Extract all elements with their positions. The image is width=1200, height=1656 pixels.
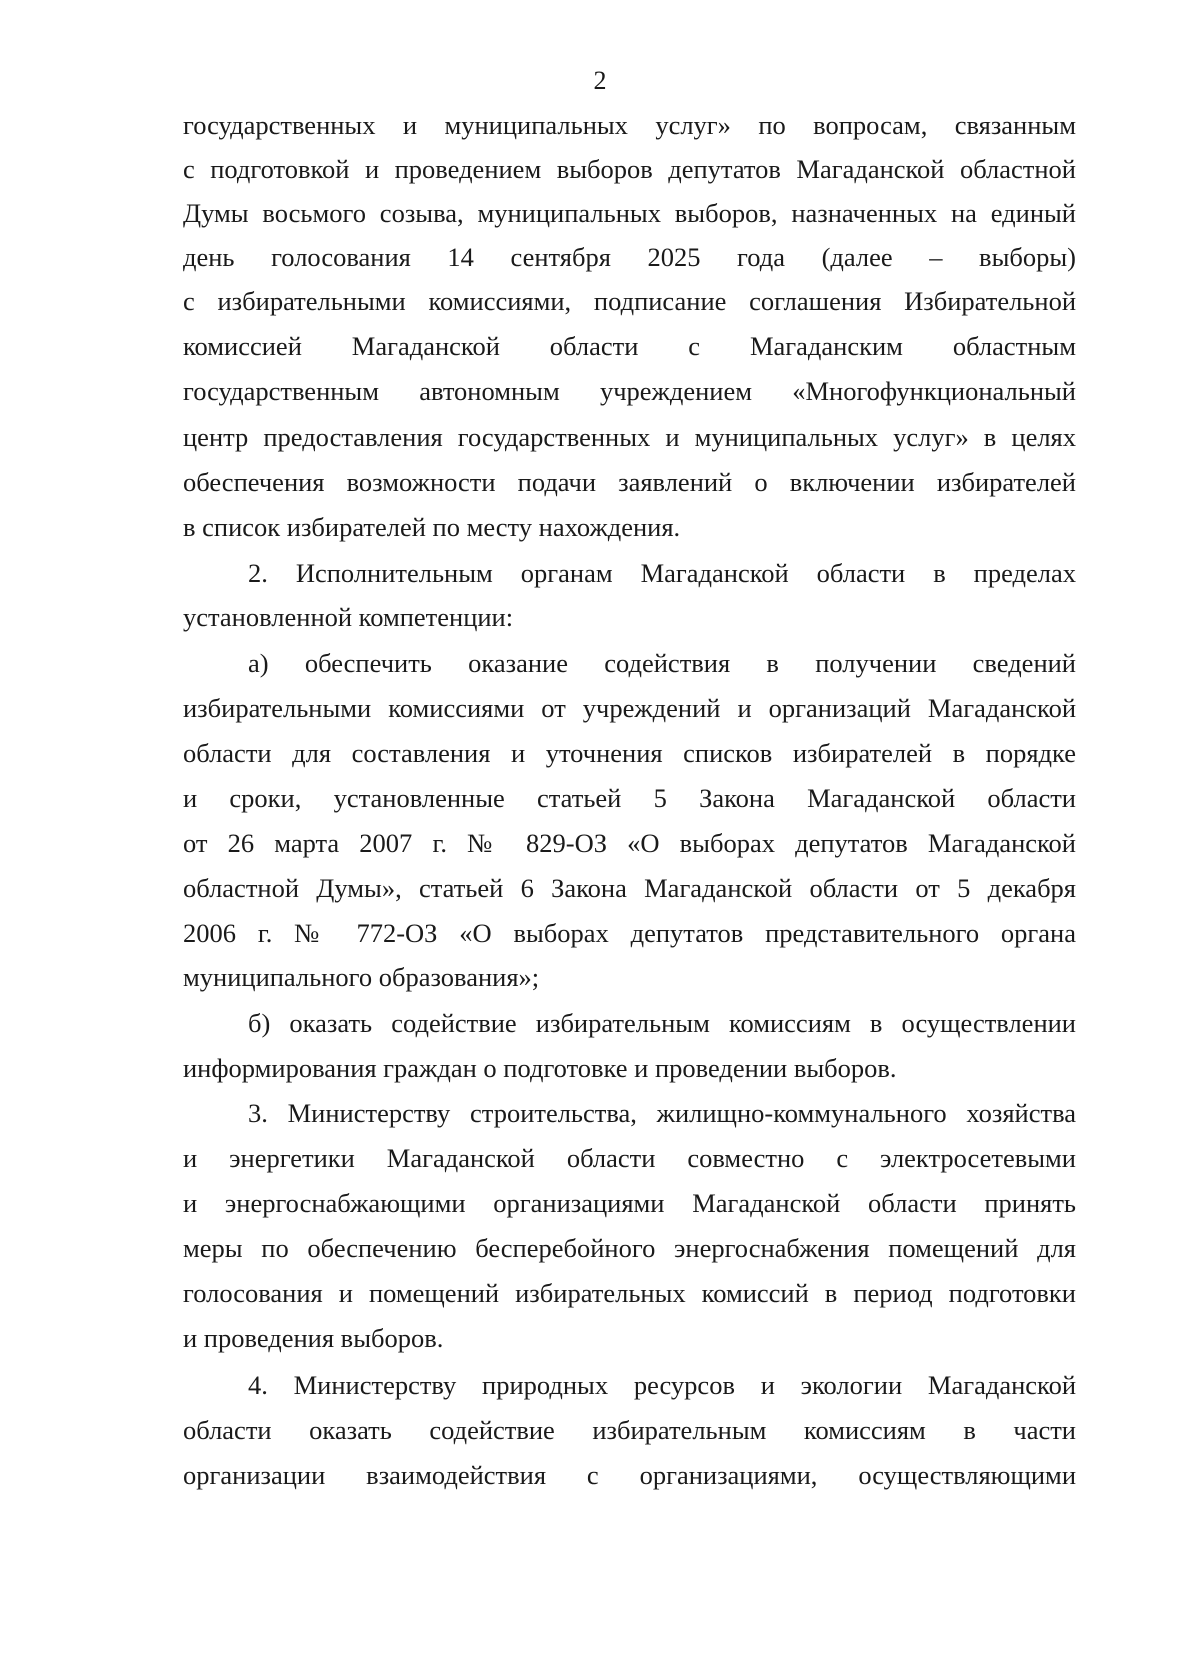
text-line: голосования и помещений избирательных комиссий в период подготовки [183,1278,1076,1308]
text-line: и энергоснабжающими организациями Магаданской области принять [183,1188,1076,1218]
text-line: б) оказать содействие избирательным комиссиям в осуществлении [248,1008,1076,1038]
text-line: в список избирателей по месту нахождения. [183,512,681,542]
text-line: установленной компетенции: [183,602,514,632]
text-line: избирательными комиссиями от учреждений и организаций Магаданской [183,693,1076,723]
text-line: обеспечения возможности подачи заявлений о включении избирателей [183,467,1076,497]
text-line: 4. Министерству природных ресурсов и экологии Магаданской [248,1370,1076,1400]
text-line: информирования граждан о подготовке и проведении выборов. [183,1053,897,1083]
text-line: Думы восьмого созыва, муниципальных выборов, назначенных на единый [183,198,1076,228]
text-line: и проведения выборов. [183,1323,444,1353]
text-line: с подготовкой и проведением выборов депутатов Магаданской областной [183,154,1076,184]
text-line: комиссией Магаданской области с Магаданским областным [183,331,1076,361]
text-line: области оказать содействие избирательным комиссиям в части [183,1415,1076,1445]
text-line: день голосования 14 сентября 2025 года (далее – выборы) [183,242,1076,272]
text-line: 2. Исполнительным органам Магаданской области в пределах [248,558,1076,588]
text-line: меры по обеспечению бесперебойного энергоснабжения помещений для [183,1233,1076,1263]
text-line: организации взаимодействия с организациями, осуществляющими [183,1460,1076,1490]
text-line: и энергетики Магаданской области совместно с электросетевыми [183,1143,1076,1173]
text-line: государственных и муниципальных услуг» по вопросам, связанным [183,110,1076,140]
text-line: государственным автономным учреждением «Многофункциональный [183,376,1076,406]
text-line: 3. Министерству строительства, жилищно-коммунального хозяйства [248,1098,1076,1128]
page-number: 2 [593,66,607,95]
text-line: областной Думы», статьей 6 Закона Магаданской области от 5 декабря [183,873,1076,903]
text-line: и сроки, установленные статьей 5 Закона Магаданской области [183,783,1076,813]
text-line: 2006 г. № 772-ОЗ «О выборах депутатов представительного органа [183,918,1076,948]
text-line: а) обеспечить оказание содействия в получении сведений [248,648,1076,678]
text-line: от 26 марта 2007 г. № 829-ОЗ «О выборах депутатов Магаданской [183,828,1076,858]
text-line: центр предоставления государственных и муниципальных услуг» в целях [183,422,1076,452]
text-line: муниципального образования»; [183,962,540,992]
text-line: с избирательными комиссиями, подписание соглашения Избирательной [183,286,1076,316]
text-line: области для составления и уточнения списков избирателей в порядке [183,738,1076,768]
